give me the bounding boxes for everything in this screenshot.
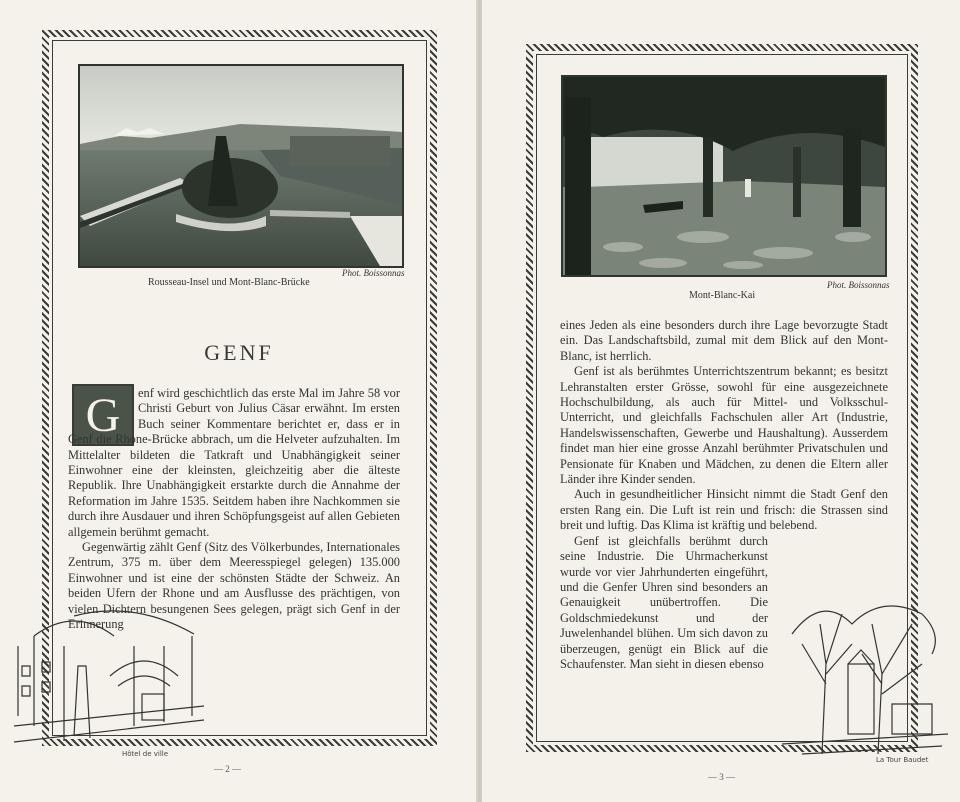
mont-blanc-kai-photo [561, 75, 887, 277]
page-title: GENF [204, 340, 274, 365]
right-photo-caption: Mont-Blanc-Kai [689, 290, 756, 301]
hotel-de-ville-sketch [14, 606, 204, 756]
left-text-block [68, 386, 400, 633]
left-page-number: — 2 — [214, 764, 241, 774]
right-paragraph-3: Auch in gesundheitlicher Hinsicht nimmt die Stadt Genf den ersten Rang ein. Die Luft ist rein und frisch: die Strassen sind breit und luftig. Das Klima ist kräftig und belebend. [560, 487, 888, 533]
rousseau-island-photo [78, 64, 404, 268]
right-page-number: — 3 — [708, 772, 735, 782]
right-photo-credit: Phot. Boissonnas [827, 280, 890, 290]
hotel-de-ville-label: Hôtel de ville [122, 750, 169, 758]
left-paragraph-2: Gegenwärtig zählt Genf (Sitz des Völkerbundes, Internationales Zentrum, 375 m. über dem Meeresspiegel gelegen) 135.000 Einwohner und ist eine der schönsten Städte der Schweiz. An beiden Ufern der Rhone und am Ausflusse des prächtigen, von vielen Dichtern besungenen Sees gelegen, prägt sich Genf in der Erinnerung [68, 540, 400, 632]
left-paragraph-1: enf wird geschichtlich das erste Mal im Jahre 58 vor Christi Geburt von Julius Cäsar erwähnt. Im ersten Buch seiner Kommentare berichtet er, dass er in Genf die Rhone-Brücke abbrach, um die Helveter aufzuhalten. Im Mittelalter bildeten die Tatkraft und Unabhängigkeit seiner Einwohner eine der kleinsten, gleichzeitig aber die älteste Republik. Ihre Unabhängigkeit erstarkte durch die Annahme der Reformation im Jahre 1535. Seitdem haben ihre Nachkommen sie durch ihre Ausdauer und ihren Schöpfungsgeist auf allen Gebieten allgemein berühmt gemacht. [68, 386, 400, 539]
right-paragraph-1: eines Jeden als eine besonders durch ihre Lage bevorzugte Stadt ein. Das Landschaftsbild, zumal mit dem Blick auf den Mont-Blanc, ist herrlich. [560, 318, 888, 363]
tour-baudet-label: La Tour Baudet [876, 756, 929, 764]
right-paragraph-4: Genf ist gleichfalls berühmt durch seine Industrie. Die Uhrmacherkunst wurde vor vier Jahrhunderten eingeführt, und die Genfer Uhren sind besonders an Genauigkeit unübertroffen. Die Goldschmiedekunst und der Juwelenhandel blühen. Um sich davon zu überzeugen, genügt ein Blick auf die Schaufenster. Man sieht in diesen ebenso [560, 533, 768, 671]
left-photo-credit: Phot. Boissonnas [342, 268, 405, 278]
right-paragraph-2: Genf ist als berühmtes Unterrichtszentrum bekannt; es besitzt Lehranstalten erster Grösse, sowohl für eine ausgezeichnete Hochschulbildung, als auch für Mittel- und Volksschul-Unterricht, und gleichfalls Fachschulen aller Art (Industrie, Handelswissenschaften, Gewerbe und Haushaltung). Ausserdem findet man hier eine grosse Anzahl berühmter Privatschulen und Pensionate für Knaben und Mädchen, zu denen die Eltern aller Länder ihre Kinder senden. [560, 364, 888, 487]
tour-baudet-sketch [782, 594, 948, 764]
left-page [0, 0, 478, 802]
left-photo-caption: Rousseau-Insel und Mont-Blanc-Brücke [148, 277, 310, 288]
dropcap-initial: G [72, 384, 134, 446]
